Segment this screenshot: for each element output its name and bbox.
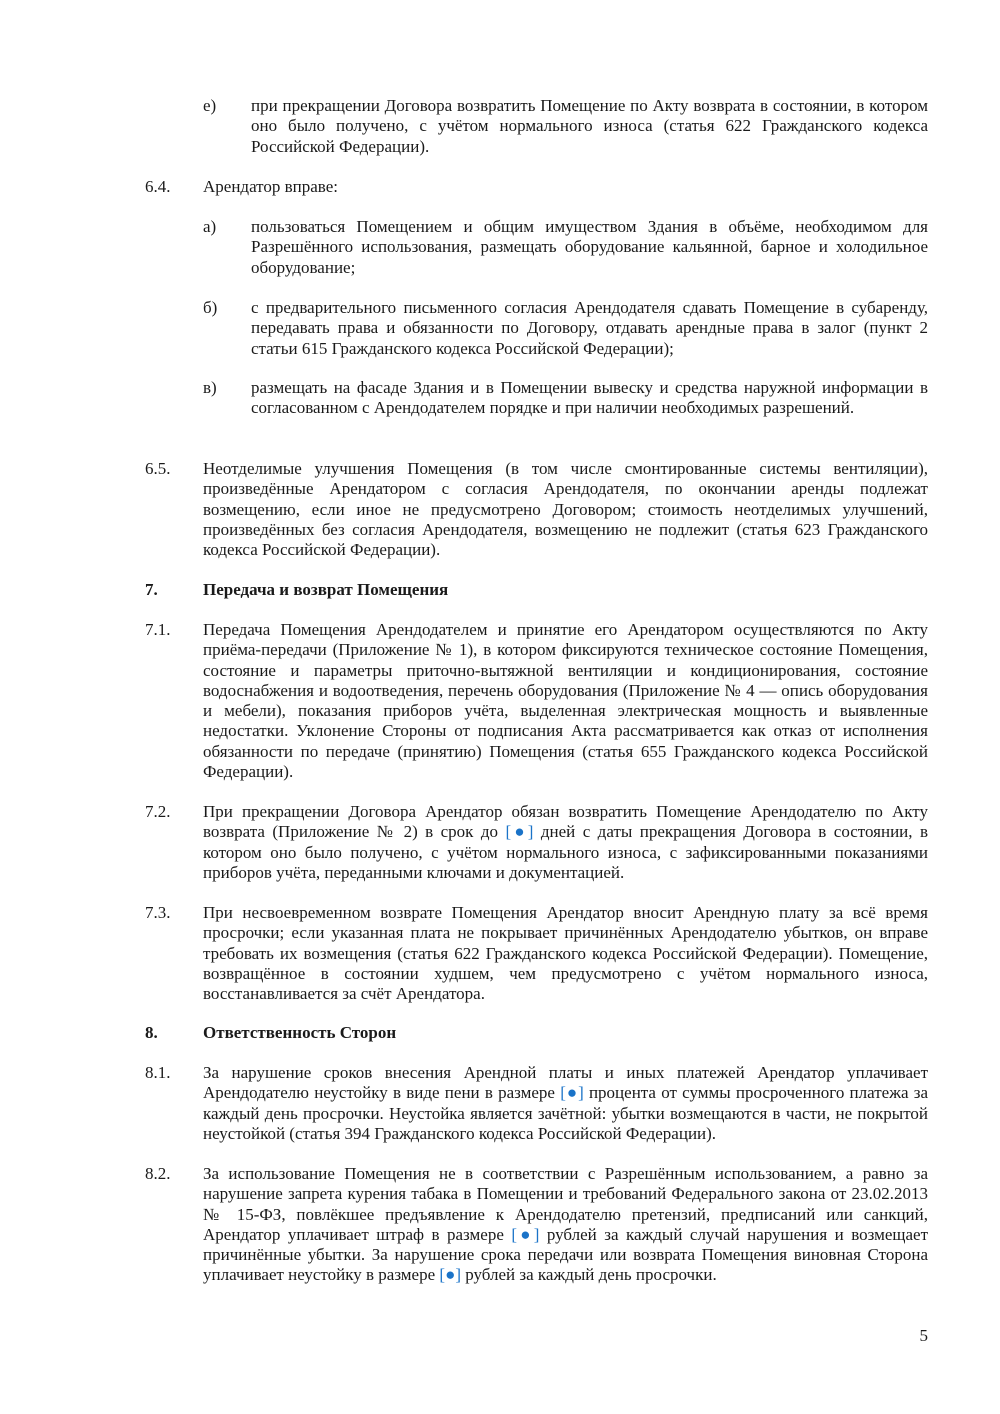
clause-number: 8.1. xyxy=(145,1063,171,1082)
item-label: е) xyxy=(203,96,217,115)
page-number: 5 xyxy=(919,1326,928,1345)
item-label: б) xyxy=(203,298,218,317)
item-label: в) xyxy=(203,378,217,397)
clause-text-part: За использование Помещения не в соответствии с Разрешённым использованием, а равно за нарушение запрета курения табака в Помещении и требований Федерального закона от 23.02.2013 № 15-ФЗ, повлёкшее предъявление к Арендодателю претензий, предписаний или санкций, Арендатор уплачивает штраф в размере xyxy=(203,1164,928,1244)
clause-number: 7.3. xyxy=(145,903,171,922)
placeholder-marker: [●] xyxy=(560,1083,584,1103)
clause-text-part: дней с даты прекращения Договора в состоянии, в котором оно было получено, с учётом нормального износа, с зафиксированными показаниями приборов учёта, переданными ключами и документацией. xyxy=(203,822,928,882)
clause-number: 6.4. xyxy=(145,177,171,196)
clause-text: Арендатор вправе: xyxy=(203,177,338,196)
placeholder-marker: [●] xyxy=(439,1265,461,1285)
item-text: размещать на фасаде Здания и в Помещении вывеску и средства наружной информации в согласованном с Арендодателем порядке и при наличии необходимых разрешений. xyxy=(251,378,928,418)
placeholder-marker: [●] xyxy=(511,1224,540,1244)
clause-text xyxy=(203,1063,928,1144)
item-text: пользоваться Помещением и общим имуществом Здания в объёме, необходимом для Разрешённого использования, размещать оборудование кальянной, барное и холодильное оборудование; xyxy=(251,217,928,277)
clause-text xyxy=(203,1164,928,1286)
clause-text-part: рублей за каждый день просрочки. xyxy=(461,1265,717,1285)
clause-text: Неотделимые улучшения Помещения (в том числе смонтированные системы вентиляции), произведённые Арендатором с согласия Арендодателя, по окончании аренды подлежат возмещению, если иное не предусмотрено Договором; стоимость неотделимых улучшений, произведённых без согласия Арендодателя, возмещению не подлежит (статья 623 Гражданского кодекса Российской Федерации). xyxy=(203,459,928,560)
clause-number: 7.2. xyxy=(145,802,171,821)
clause-number: 8.2. xyxy=(145,1164,171,1183)
clause-text-part: При прекращении Договора Арендатор обязан возвратить Помещение Арендодателю по Акту возврата (Приложение № 2) в срок до xyxy=(203,802,928,842)
clause-text-part: рублей за каждый случай нарушения и возмещает причинённые убытки. За нарушение срока передачи или возврата Помещения виновная Сторона уплачивает неустойку в размере xyxy=(203,1224,929,1285)
section-number: 7. xyxy=(145,580,158,599)
item-text: при прекращении Договора возвратить Помещение по Акту возврата в состоянии, в котором оно было получено, с учётом нормального износа (статья 622 Гражданского кодекса Российской Федерации). xyxy=(251,96,928,156)
section-title: Ответственность Сторон xyxy=(203,1023,397,1042)
clause-text-part: процента от суммы просроченного платежа за каждый день просрочки. Неустойка является зачётной: убытки возмещаются в части, не покрытой неустойкой (статья 394 Гражданского кодекса Российской Федерации). xyxy=(203,1083,928,1143)
placeholder-marker: [●] xyxy=(505,822,534,842)
clause-number: 6.5. xyxy=(145,459,171,478)
item-text: с предварительного письменного согласия Арендодателя сдавать Помещение в субаренду, передавать права и обязанности по Договору, отдавать арендные права в залог (пункт 2 статьи 615 Гражданского кодекса Российской Федерации); xyxy=(251,298,928,358)
clause-number: 7.1. xyxy=(145,620,171,639)
clause-text-part: За нарушение сроков внесения Арендной платы и иных платежей Арендатор уплачивает Арендодателю неустойку в виде пени в размере xyxy=(203,1063,928,1103)
clause-text: При несвоевременном возврате Помещения Арендатор вносит Арендную плату за всё время просрочки; если указанная плата не покрывает причинённых Арендодателю убытков, он вправе требовать их возмещения (статья 622 Гражданского кодекса Российской Федерации). Помещение, возвращённое в состоянии худшем, чем предусмотрено с учётом нормального износа, восстанавливается за счёт Арендатора. xyxy=(203,903,928,1004)
section-number: 8. xyxy=(145,1023,158,1042)
item-label: а) xyxy=(203,217,217,236)
section-title: Передача и возврат Помещения xyxy=(203,580,449,599)
clause-text xyxy=(203,802,928,883)
clause-text: Передача Помещения Арендодателем и принятие его Арендатором осуществляются по Акту приёма-передачи (Приложение № 1), в котором фиксируются техническое состояние Помещения, состояние и параметры приточно-вытяжной вентиляции и кондиционирования, состояние водоснабжения и водоотведения, перечень оборудования (Приложение № 4 — опись оборудования и мебели), показания приборов учёта, выделенная электрическая мощность и выявленные недостатки. Уклонение Стороны от подписания Акта рассматривается как отказ от исполнения обязанности по передаче (принятию) Помещения (статья 655 Гражданского кодекса Российской Федерации). xyxy=(203,620,928,782)
